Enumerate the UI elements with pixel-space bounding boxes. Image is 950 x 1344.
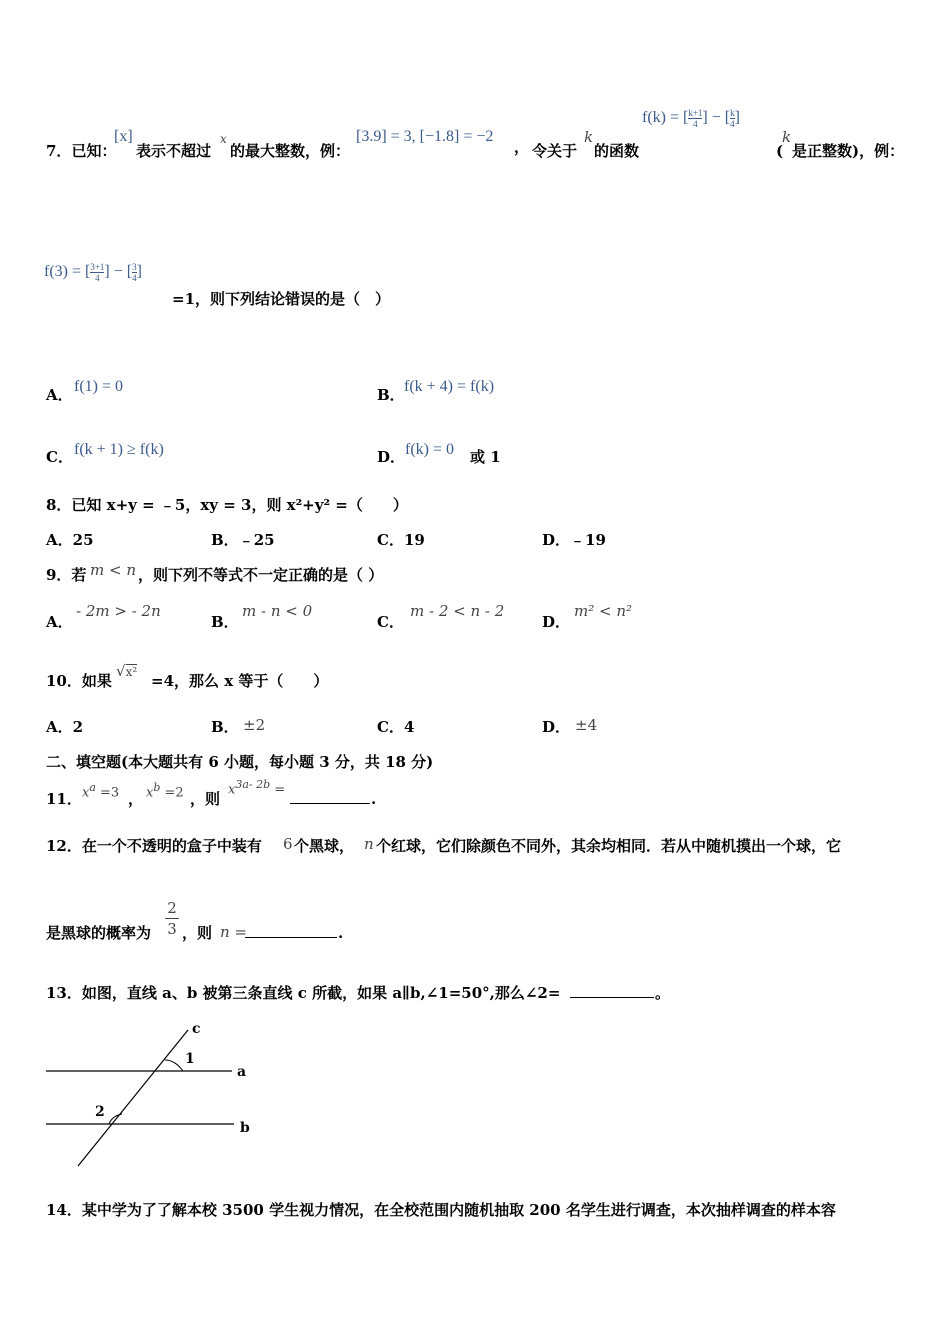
q7-text-d: 的函数 [594,142,640,160]
q7-text-b: 的最大整数，例： [230,142,351,160]
q13-text: 13．如图，直线 a、b 被第三条直线 c 所截，如果 a∥b,∠1=50°,那么∠2= [46,984,561,1002]
q10-option-d-label: D． [542,718,571,736]
q8-stem: 8．已知 x+y = ﹣5，xy = 3，则 x²+y² =（ ） [46,496,408,514]
q8-option-a: A．25 [46,531,94,549]
q7-option-b-expr: f(k + 4) = f(k) [404,378,495,395]
q7-floor-notation: [x] [114,128,133,145]
q12-line1-b: 个黑球， [294,837,355,855]
q12-answer-blank[interactable] [245,937,337,938]
q7-comma: ， [514,138,530,156]
q7-k: k [584,128,594,146]
q9-option-b-label: B． [211,613,239,631]
q10-option-b-label: B． [211,718,239,736]
q14-text: 14．某中学为了了解本校 3500 学生视力情况，在全校范围内随机抽取 200 名学生进行调查，本次抽样调查的样本容 [46,1201,836,1219]
q7-example: [3.9] = 3, [−1.8] = −2 [356,128,494,145]
q11-goal: $x^{3a- 2b}$ = [228,778,286,798]
q7-example2: f(3) = [ $\frac{3+1}{4}$ ] − [ $\frac{3}{4}$ ] [44,262,142,283]
q7-option-d-label: D． [377,448,406,466]
q8-option-d: D．﹣19 [542,531,606,549]
q7-function: f(k) = [ $\frac{k+1}{4}$ ] − [ $\frac{k}{4}$ ] [642,108,740,129]
q12-end: . [338,924,344,942]
q9-option-a-expr: - 2m > - 2n [76,602,161,620]
q10-option-d-value: ±4 [575,716,598,734]
q9-option-a-label: A． [46,613,73,631]
q12-fraction: 2 3 [165,898,179,939]
q7-text-f: =1，则下列结论错误的是（ ） [172,290,391,308]
q9-condition: m < n [90,561,136,579]
q8-option-c: C．19 [377,531,425,549]
q10-option-a: A．2 [46,718,84,736]
q12-line1-a: 12．在一个不透明的盒子中装有 [46,837,262,855]
q11-number: 11． [46,790,82,808]
q8-option-b: B．﹣25 [211,531,275,549]
q7-option-b-label: B． [377,386,405,404]
q10-text: =4，那么 x 等于（ ） [151,672,329,690]
q9-option-c-label: C． [377,613,404,631]
q7-text-e: 是正整数)，例： [792,142,905,160]
q7-k2: k [782,128,792,146]
q13-end: 。 [655,984,671,1002]
q13-answer-blank[interactable] [570,997,654,998]
q9-number: 9．若 [46,566,87,584]
q9-text: ，则下列不等式不一定正确的是（ ） [138,566,384,584]
q7-number: 7．已知： [46,142,117,160]
q9-option-d-label: D． [542,613,571,631]
label-angle-1: 1 [185,1051,195,1067]
section2-title: 二、填空题(本大题共有 6 小题，每小题 3 分，共 18 分) [46,753,434,771]
q7-option-d-expr: f(k) = 0 [405,441,455,458]
q11-sep: ， [128,790,144,808]
q12-n-eq: n = [220,923,247,941]
q7-option-c-label: C． [46,448,73,466]
q7-option-a-expr: f(1) = 0 [74,378,124,395]
q13-figure [40,1018,280,1170]
q7-x: x [220,132,227,146]
q7-paren-open: ( [776,142,784,160]
label-b: b [240,1120,250,1136]
q11-cond2: $x^b =2$ [146,781,184,801]
q7-text-c: 令关于 [532,142,578,160]
q7-option-c-expr: f(k + 1) ≥ f(k) [74,441,164,458]
q10-radical: √x² [116,662,138,680]
q12-six: 6 [283,835,293,853]
q11-end: . [371,790,377,808]
q10-option-b-value: ±2 [243,716,266,734]
q11-then: ，则 [190,790,221,808]
label-a: a [237,1064,247,1080]
q11-answer-blank[interactable] [290,803,370,804]
q7-option-a-label: A． [46,386,73,404]
q12-line2-a: 是黑球的概率为 [46,924,152,942]
q9-option-c-expr: m - 2 < n - 2 [410,602,505,620]
sqrt-symbol: √ [116,662,126,680]
q11-cond1: $x^a =3$ [82,781,120,801]
q9-option-d-expr: m² < n² [574,602,633,620]
line-c [78,1030,188,1166]
q12-n: n [364,835,374,853]
q7-option-d-suffix: 或 1 [470,448,501,466]
label-angle-2: 2 [95,1104,105,1120]
q10-number: 10．如果 [46,672,112,690]
label-c: c [192,1021,201,1037]
q10-option-c: C．4 [377,718,415,736]
q7-text-a: 表示不超过 [136,142,212,160]
angle-1-arc [165,1060,183,1071]
q9-option-b-expr: m - n < 0 [242,602,313,620]
q12-line2-b: ，则 [182,924,213,942]
q12-line1-c: 个红球，它们除颜色不同外，其余均相同．若从中随机摸出一个球，它 [376,837,842,855]
